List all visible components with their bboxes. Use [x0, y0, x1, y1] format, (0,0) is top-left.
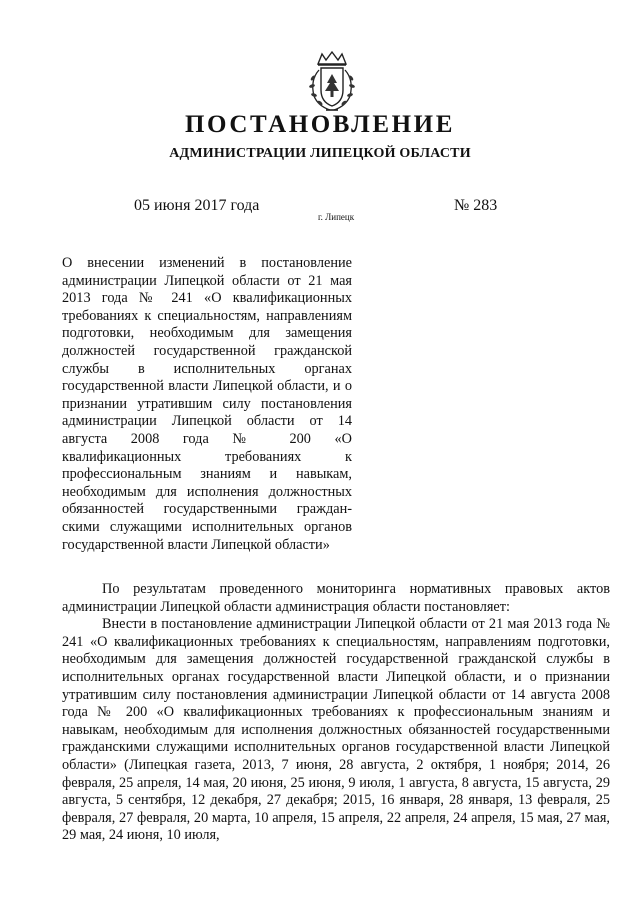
document-date: 05 июня 2017 года [134, 197, 260, 214]
document-body [62, 581, 610, 845]
document-number: № 283 [454, 197, 498, 214]
document-subject: О внесении изменений в постановление администрации Липецкой области от 21 мая 2013 года № 241 «О квалификационных требованиях к специальностям, направлениям подготовки, необходимым для замещения должностей государственной гражданской службы в исполнительных органах государственной власти Липецкой области, и о признании утратившим силу постановления администрации Липецкой области от 14 августа 2008 года № 200 «О квалификационных требованиях к профессиональным знаниям и навыкам, необходимым для исполнения должностных обязанностей государственными граждан-скими служащими исполнительных органов государственной власти Липецкой области» [62, 255, 352, 553]
document-issuer: АДМИНИСТРАЦИИ ЛИПЕЦКОЙ ОБЛАСТИ [169, 146, 471, 161]
body-paragraph: Внести в постановление администрации Липецкой области от 21 мая 2013 года № 241 «О квалификационных требованиях к специальностям, направлениям подготовки, необходимым для замещения должностей государственной гражданской службы в исполнительных органах государственной власти Липецкой области, и о признании утратившим силу постановления администрации Липецкой области от 14 августа 2008 года № 200 «О квалификационных требованиях к профессиональным знаниям и навыкам, необходимым для исполнения должностных обязанностей государственными гражданскими служащими исполнительных органов государственной власти Липецкой области» (Липецкая газета, 2013, 7 июня, 28 августа, 2 октября, 1 ноября; 2014, 26 февраля, 25 апреля, 14 мая, 20 июня, 25 июня, 9 июля, 1 августа, 8 августа, 15 августа, 29 августа, 5 сентября, 12 декабря, 27 декабря; 2015, 16 января, 28 января, 13 февраля, 25 февраля, 27 февраля, 20 марта, 10 апреля, 15 апреля, 22 апреля, 24 апреля, 15 мая, 27 мая, 29 мая, 24 июня, 10 июля, [62, 616, 610, 844]
body-paragraph: По результатам проведенного мониторинга нормативных правовых актов администрации Липецкой области администрация области постановляет: [62, 581, 610, 615]
document-city: г. Липецк [318, 212, 355, 222]
document-title: ПОСТАНОВЛЕНИЕ [184, 111, 456, 138]
coat-of-arms-emblem [304, 50, 360, 116]
